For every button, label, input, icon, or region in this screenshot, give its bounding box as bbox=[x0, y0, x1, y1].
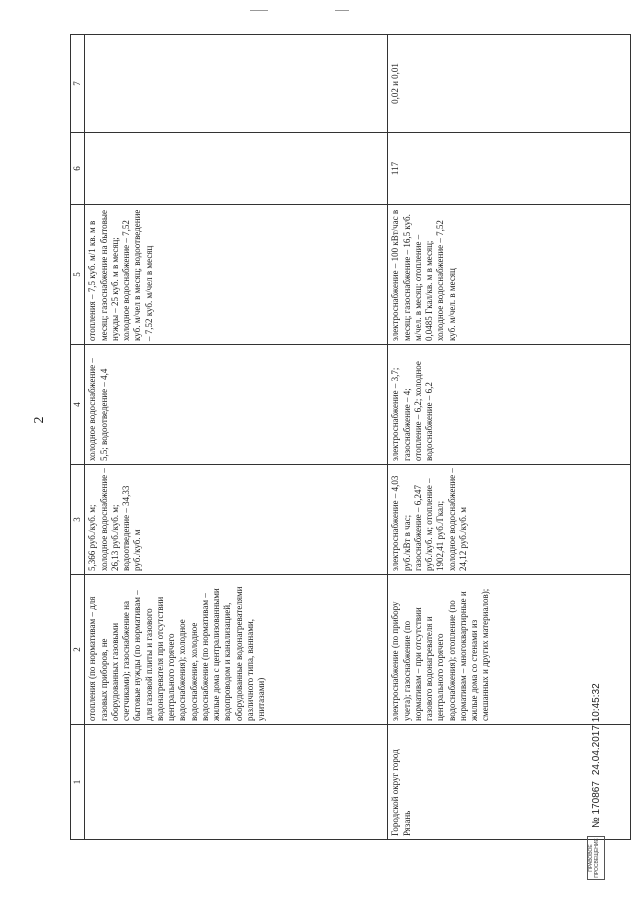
cell-col6: 117 bbox=[388, 133, 631, 205]
cell-tariffs: электроснабжение – 4,03 руб./кВт в час; газоснабжение – 6,247 руб./куб. м; отопление – 1902,41 руб./Гкал; холодное водоснабжение – 24,12 руб./куб. м bbox=[388, 465, 631, 575]
publisher-stamp: ПРАВОВОЕ ПРОСВЕЩЕНИЕ bbox=[587, 836, 605, 880]
scan-mark bbox=[250, 10, 268, 11]
cell-col7: 0,02 и 0,01 bbox=[388, 35, 631, 133]
cell-tariffs: 5,366 руб./куб. м; холодное водоснабжение – 26,13 руб./куб. м; водоотведение – 34,33 руб./куб. м bbox=[85, 465, 388, 575]
scan-mark bbox=[335, 10, 349, 11]
cell-col7 bbox=[85, 35, 388, 133]
cell-norms: электроснабжение – 100 кВт/час в месяц; газоснабжение – 16,5 куб. м/чел. в месяц; отопление – 0,0485 Гкал/кв. м в месяц; холодное водоснабжение – 7,52 куб. м/чел. в месяц bbox=[388, 205, 631, 345]
cell-col6 bbox=[85, 133, 388, 205]
cell-territory: Городской округ город Рязань bbox=[388, 725, 631, 840]
table-header-row bbox=[71, 35, 85, 840]
header-col-5: 5 bbox=[71, 205, 85, 345]
cell-services: электроснабжение (по прибору учета); газоснабжение (по нормативам – при отсутствии газового водонагревателя и центрального горячего водоснабжения); отопление (по нормативам – многоквартирные и жилые дома со стенами из смешанных и других материалов); bbox=[388, 575, 631, 725]
header-col-7: 7 bbox=[71, 35, 85, 133]
footer bbox=[585, 580, 605, 880]
cell-values: холодное водоснабжение – 5,5; водоотведение – 4,4 bbox=[85, 345, 388, 465]
cell-norms: отопления – 7,5 куб. м/1 кв. м в месяц; газоснабжение на бытовые нужды – 25 куб. м в месяц; холодное водоснабжение – 7,52 куб. м/чел в месяц; водоотведение – 7,52 куб. м/чел в месяц bbox=[85, 205, 388, 345]
rotated-table-container bbox=[70, 35, 630, 840]
cell-services: отопления (по нормативам – для газовых приборов, не оборудованных газовыми счетчиками); газоснабжение на бытовые нужды (по нормативам – для газовой плиты и газового водонагревателя при отсутствии центрального горячего водоснабжения); холодное водоснабжение, холодное водоснабжение (по нормативам – жилые дома с централизованными водопроводом и канализацией, оборудованные водонагревателями различного типа, ваннами, унитазами) bbox=[85, 575, 388, 725]
cell-values: электроснабжение – 3,7; газоснабжение – 4; отопление – 6,2; холодное водоснабжение – 6,2 bbox=[388, 345, 631, 465]
header-col-4: 4 bbox=[71, 345, 85, 465]
footer-line bbox=[585, 580, 607, 880]
header-col-1: 1 bbox=[71, 725, 85, 840]
page-number: 2 bbox=[32, 416, 47, 424]
document-timestamp: 24.04.2017 10:45:32 bbox=[590, 683, 602, 776]
header-col-2: 2 bbox=[71, 575, 85, 725]
table-row bbox=[85, 35, 388, 840]
header-col-3: 3 bbox=[71, 465, 85, 575]
cell-territory bbox=[85, 725, 388, 840]
tariff-table bbox=[70, 34, 631, 840]
document-number: № 170867 bbox=[590, 781, 602, 828]
header-col-6: 6 bbox=[71, 133, 85, 205]
